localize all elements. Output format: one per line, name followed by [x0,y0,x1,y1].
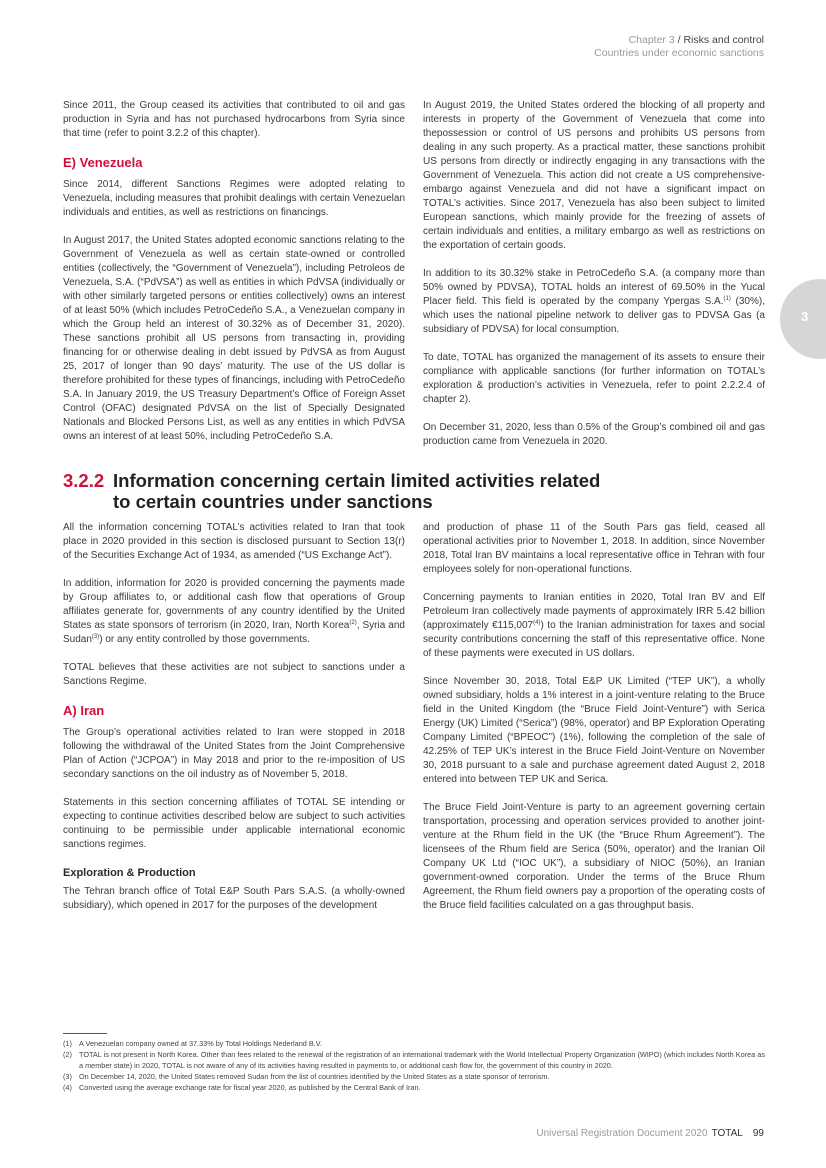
text: , Syria and Sudan [63,620,405,645]
paragraph: Since 2011, the Group ceased its activities that contributed to oil and gas production in Syria and has not purchased hydrocarbons from Syria since that time (refer to point 3.2.2 of this chapter). [63,100,405,139]
section-title-line2: to certain countries under sanctions [113,491,433,512]
paragraph: Statements in this section concerning affiliates of TOTAL SE intending or expecting to continue activities described below are subject to such activities continuing to be permissible under applicable international economic sanctions regimes. [63,797,405,850]
section-heading [63,470,663,512]
footnote-ref: (4) [533,620,541,626]
paragraph: The Bruce Field Joint-Venture is party to an agreement governing certain transportation, processing and operation services provided to another joint-venture at the Rhum field in the UK (the “Bruce Rhum Agreement”). The licensees of the Rhum field are Serica (50%, operator) and the Iranian Oil Company UK Ltd (“IOC UK”), a subsidiary of NIOC (50%), an Iranian government-owned corporation. Under the terms of the Bruce Rhum Agreement, the Rhum field owners pay a proportion of the operating costs of the Bruce field facilities calculated on a gas throughput basis. [423,802,765,911]
footnote-ref: (2) [349,620,357,626]
paragraph: The Tehran branch office of Total E&P South Pars S.A.S. (a wholly-owned subsidiary), which opened in 2017 for the purposes of the development [63,886,405,911]
paragraph [423,591,765,661]
text: (30%), which uses the national pipeline network to deliver gas to PDVSA Gas (a subsidiary of PDVSA) for local consumption. [423,296,765,335]
paragraph: In August 2017, the United States adopted economic sanctions relating to the Government of Venezuela as well as certain state-owned or controlled entities (collectively, the “Government of Venezuela”), including Petroleos de Venezuela, S.A. (“PdVSA”) as well as entities in which PdVSA (individually or with other similarly targeted persons or entities collectively) owns an interest of at least 50% (which includes PetroCedeño S.A., a Venezuelan company in which the Group held an interest of 30.32% as of December 31, 2020). These sanctions prohibit all US persons from transacting in, providing financing for or otherwise dealing in debt issued by PdVSA as from August 25, 2017 of longer than 90 days’ maturity. The use of the US dollar is therefore prohibited for these types of financings, including with PetroCedeño S.A. In January 2019, the US Treasury Department’s Office of Foreign Asset Control (OFAC) designated PdVSA on the list of Specially Designated Nationals and Blocked Persons List, as well as any entities in which PdVSA owns an interest of at least 50%, including PetroCedeño S.A. [63,235,405,442]
paragraph: To date, TOTAL has organized the management of its assets to ensure their compliance with applicable sanctions (for further information on TOTAL’s exploration & production’s activities in Venezuela, refer to point 2.2.2.4 of chapter 2). [423,352,765,405]
running-header [594,34,764,60]
footnote-text: A Venezuelan company owned at 37.33% by Total Holdings Nederland B.V. [79,1039,322,1048]
section-title-line1: Information concerning certain limited activities related [113,470,601,491]
text: In addition, information for 2020 is provided concerning the payments made by Group affiliates to, or additional cash flow that operations of Group affiliates generate for, governments of any country identified by the United States as state sponsors of terrorism (in 2020, Iran, North Korea [63,578,405,631]
footnote-number: (3) [63,1072,72,1081]
paragraph: and production of phase 11 of the South Pars gas field, ceased all operational activities prior to November 1, 2018. In addition, since November 2018, Total Iran BV maintains a local representative office in Tehran with four employees solely for non-operational functions. [423,522,765,575]
section-number: 3.2.2 [63,470,105,491]
paragraph [63,577,405,647]
paragraph: On December 31, 2020, less than 0.5% of the Group’s combined oil and gas production came from Venezuela in 2020. [423,422,765,447]
text: ) to the Iranian administration for taxes and social security contributions concerning the staff of this representative office. None of these payments were executed in US dollars. [423,620,765,659]
footnotes [63,1038,765,1093]
paragraph: Since November 30, 2018, Total E&P UK Limited (“TEP UK”), a wholly owned subsidiary, holds a 1% interest in a joint-venture relating to the Bruce field in the United Kingdom (the “Bruce Field Joint-Venture”) with Serica Energy (UK) Limited (“Serica”) (98%, operator) and BP Exploration Operating Company Limited (“BPEOC”) (1%), following the completion of the sale of 42.25% of TEP UK’s interest in the Bruce Field Joint-Venture on November 30, 2018 pursuant to a sale and purchase agreement dated August 2, 2018 entered into between TEP UK and Serica. [423,676,765,785]
document-title: Universal Registration Document 2020 [536,1128,708,1139]
footnote-ref: (1) [723,296,731,302]
page-footer [536,1128,764,1139]
text: ) or any entity controlled by those governments. [99,634,310,645]
footnote-divider [63,1033,107,1034]
top-right-column [423,99,765,463]
footnote-text: On December 14, 2020, the United States removed Sudan from the list of countries identified by the United States as a state sponsor of terrorism. [79,1072,550,1081]
footnote-ref: (3) [91,634,100,640]
text: Concerning payments to Iranian entities in 2020, Total Iran BV and Elf Petroleum Iran collectively made payments of approximately IRR 5.42 billion (approximately €115,007 [423,592,765,631]
footnote [63,1082,765,1093]
paragraph: The Group’s operational activities related to Iran were stopped in 2018 following the withdrawal of the United States from the Joint Comprehensive Plan of Action (“JCPOA”) in May 2018 and prior to the re-imposition of US secondary sanctions on the oil industry as of November 5, 2018. [63,727,405,780]
chapter-tab [780,279,826,359]
footnote [63,1071,765,1082]
bottom-left-column [63,521,405,927]
bottom-right-column [423,521,765,927]
chapter-tab-number: 3 [801,309,809,324]
footnote [63,1038,765,1049]
subheading-exploration-production: Exploration & Production [63,867,196,879]
top-left-column [63,99,405,458]
footnote-text: TOTAL is not present in North Korea. Other than fees related to the renewal of the registration of an international trademark with the World Intellectual Property Organization (WIPO) (which includes North Korea as a member state) in 2020, TOTAL is not aware of any of its activities having resulted in payments to, or additional cash flow for, the government of this country in 2020. [79,1050,765,1070]
paragraph: Since 2014, different Sanctions Regimes were adopted relating to Venezuela, including measures that prohibit dealings with certain Venezuelan individuals and entities, as well as restrictions on financings. [63,179,405,218]
footnote [63,1049,765,1071]
paragraph: TOTAL believes that these activities are not subject to sanctions under a Sanctions Regime. [63,662,405,687]
chapter-label: Chapter 3 [628,34,675,46]
heading-iran: A) Iran [63,703,105,718]
footnote-number: (2) [63,1050,72,1059]
paragraph [423,267,765,337]
section-label: Countries under economic sanctions [594,47,764,59]
footnote-number: (1) [63,1039,72,1048]
brand-name: TOTAL [711,1128,743,1139]
paragraph: All the information concerning TOTAL’s activities related to Iran that took place in 2020 provided in this section is disclosed pursuant to Section 13(r) of the Securities Exchange Act of 1934, as amended (“US Exchange Act”). [63,522,405,561]
chapter-title: Risks and control [683,34,764,46]
text: In addition to its 30.32% stake in PetroCedeño S.A. (a company more than 50% owned by PDVSA), TOTAL holds an interest of 69.50% in the Yucal Placer field. This field is operated by the company Ypergas S.A. [423,268,765,307]
paragraph: In August 2019, the United States ordered the blocking of all property and interests in property of the Government of Venezuela that come into thepossession or control of US persons and prohibits US persons from dealing in any such property. As a practical matter, these sanctions prohibit US persons from directly or indirectly engaging in any transactions with the Government of Venezuela. This action did not create a US comprehensive-embargo against Venezuela and did not have a significant impact on TOTAL’s activities. Since 2017, Venezuela has also been subject to limited European sanctions, which mainly provide for the freezing of assets of certain individuals and entities, a military embargo as well as restrictions on the exportation of certain goods. [423,100,765,251]
heading-venezuela: E) Venezuela [63,155,143,170]
footnote-number: (4) [63,1083,72,1092]
page-number: 99 [752,1128,764,1139]
header-separator: / [674,34,684,46]
footnote-text: Converted using the average exchange rate for fiscal year 2020, as published by the Central Bank of Iran. [79,1083,421,1092]
